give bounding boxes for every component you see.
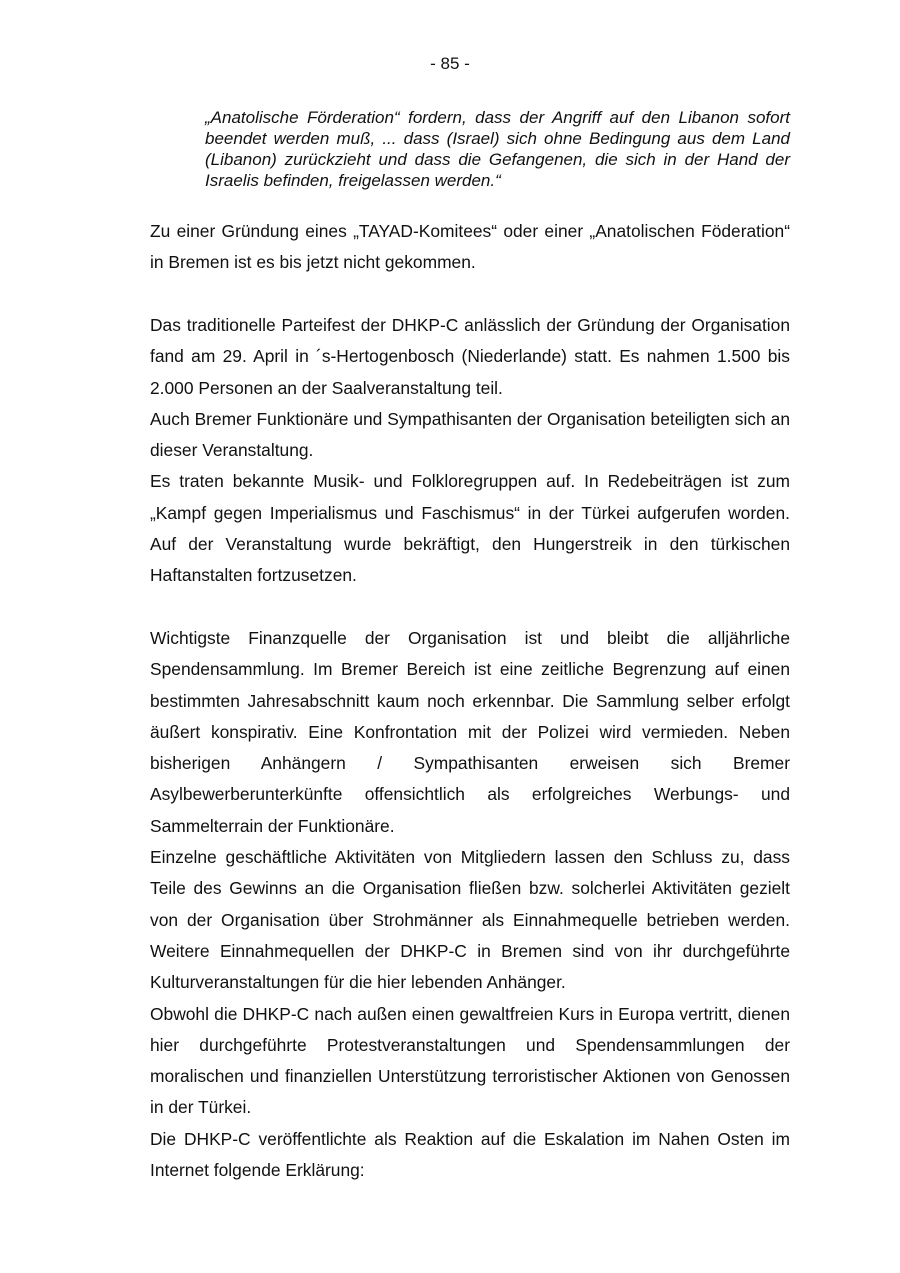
paragraph: Es traten bekannte Musik- und Folkloregruppen auf. In Redebeiträgen ist zum „Kampf gegen Imperialismus und Faschismus“ in der Türkei aufgerufen worden. Auf der Veranstaltung wurde bekräftigt, den Hungerstreik in den türkischen Haftanstalten fortzusetzen. xyxy=(150,471,790,586)
section-finanzen xyxy=(150,623,790,1186)
paragraph: Zu einer Gründung eines „TAYAD-Komitees“ oder einer „Anatolischen Föderation“ in Bremen ist es bis jetzt nicht gekommen. xyxy=(150,221,790,273)
block-quote: „Anatolische Förderation“ fordern, dass der Angriff auf den Libanon sofort beendet werden muß, ... dass (Israel) sich ohne Bedingung aus dem Land (Libanon) zurückzieht und dass die Gefangenen, die sich in der Hand der Israelis befinden, freigelassen werden.“ xyxy=(205,108,790,190)
section-parteifest xyxy=(150,310,790,592)
section-tayad xyxy=(150,216,790,279)
paragraph: Das traditionelle Parteifest der DHKP-C anlässlich der Gründung der Organisation fand am 29. April in ´s-Hertogenbosch (Niederlande) statt. Es nahmen 1.500 bis 2.000 Personen an der Saalveranstaltung teil. xyxy=(150,315,790,398)
paragraph: Obwohl die DHKP-C nach außen einen gewaltfreien Kurs in Europa vertritt, dienen hier durchgeführte Protestveranstaltungen und Spendensammlungen der moralischen und finanziellen Unterstützung terroristischer Aktionen von Genossen in der Türkei. xyxy=(150,1003,790,1118)
paragraph: Die DHKP-C veröffentlichte als Reaktion auf die Eskalation im Nahen Osten im Internet folgende Erklärung: xyxy=(150,1128,790,1181)
page-number: - 85 - xyxy=(430,54,470,73)
paragraph: Wichtigste Finanzquelle der Organisation ist und bleibt die alljährliche Spendensammlung. Im Bremer Bereich ist eine zeitliche Begrenzung auf einen bestimmten Jahresabschnitt kaum noch erkennbar. Die Sammlung selber erfolgt äußert konspirativ. Eine Konfrontation mit der Polizei wird vermieden. Neben bisherigen Anhängern / Sympathisanten erweisen sich Bremer Asylbewerberunterkünfte offensichtlich als erfolgreiches Werbungs- und Sammelterrain der Funktionäre. xyxy=(150,628,790,836)
paragraph: Einzelne geschäftliche Aktivitäten von Mitgliedern lassen den Schluss zu, dass Teile des Gewinns an die Organisation fließen bzw. solcherlei Aktivitäten gezielt von der Organisation über Strohmänner als Einnahmequelle betrieben werden. Weitere Einnahmequellen der DHKP-C in Bremen sind von ihr durchgeführte Kulturveranstaltungen für die hier lebenden Anhänger. xyxy=(150,847,790,993)
paragraph: Auch Bremer Funktionäre und Sympathisanten der Organisation beteiligten sich an dieser Veranstaltung. xyxy=(150,408,790,461)
